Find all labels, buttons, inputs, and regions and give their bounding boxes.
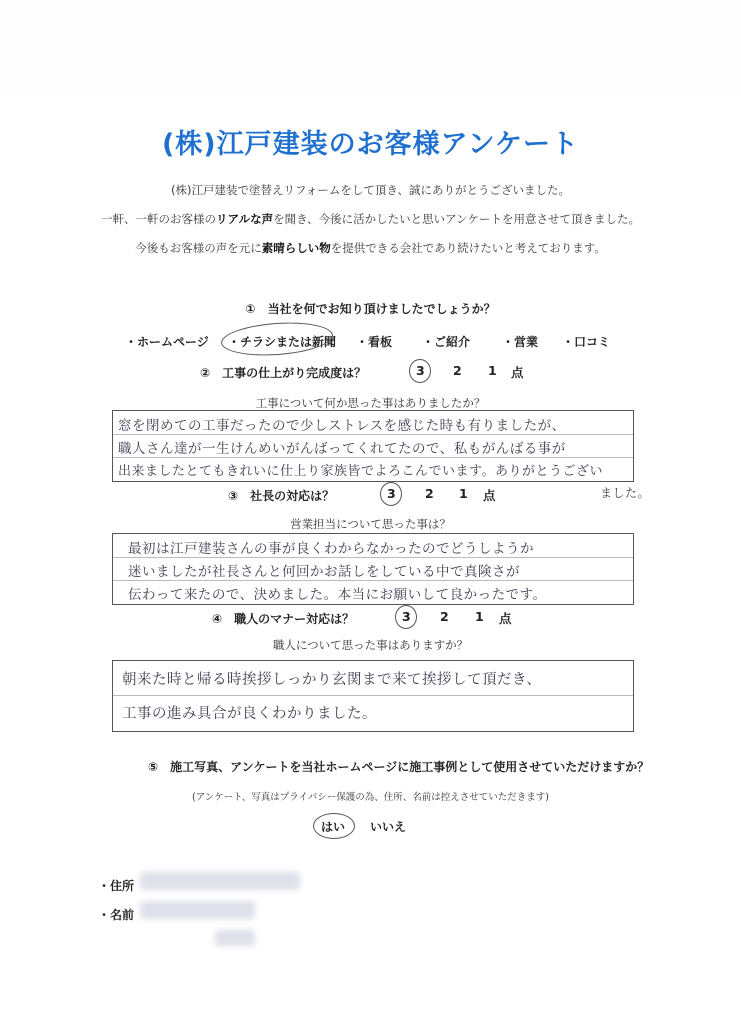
q2-rating-3: 3 <box>416 363 425 378</box>
q1-option-signboard: ・看板 <box>356 335 393 349</box>
q5-note: (アンケート、写真はプライバシー保護の為、住所、名前は控えさせていただきます) <box>191 792 549 803</box>
q3-rating-3: 3 <box>387 486 396 501</box>
q1-option-sales: ・営業 <box>502 335 539 349</box>
q2-comment-label: 工事について何か思った事はありましたか？ <box>255 396 486 410</box>
q2-selected-circle <box>409 359 431 383</box>
q4-comment-line-1: 朝来た時と帰る時挨拶しっかり玄関まで来て挨拶して頂だき、 <box>122 672 542 688</box>
q3-rating-1: 1 <box>459 486 468 501</box>
intro-line-1: (株)江戸建装で塗替えリフォームをして頂き、誠にありがとうございました。 <box>171 183 570 197</box>
q5-option-no: いいえ <box>370 820 407 834</box>
q3-rating-unit: 点 <box>483 488 496 503</box>
q1-option-flyer: ・チラシまたは新聞 <box>228 335 337 349</box>
q2-rating-unit: 点 <box>511 365 524 380</box>
q2-comment-line-2: 職人さん達が一生けんめいがんばってくれてたので、私もがんばる事が <box>118 441 566 457</box>
name-redacted <box>140 901 255 919</box>
q2-rating-2: 2 <box>453 363 462 378</box>
question-1-label: ① 当社を何でお知り頂けましたでしょうか？ <box>245 302 496 316</box>
q4-rating-unit: 点 <box>499 611 512 626</box>
question-2-label: ② 工事の仕上がり完成度は？ <box>200 366 367 380</box>
intro-line-3: 今後もお客様の声を元に素晴らしい物を提供できる会社であり続けたいと考えております。 <box>135 241 606 255</box>
q3-comment-label: 営業担当について思った事は？ <box>290 517 451 531</box>
q3-rating-2: 2 <box>425 486 434 501</box>
name-redacted-2 <box>215 930 255 946</box>
q4-comment-line-2: 工事の進み具合が良くわかりました。 <box>122 706 377 722</box>
q1-option-homepage: ・ホームページ <box>125 335 209 349</box>
question-3-label: ③ 社長の対応は？ <box>228 489 335 503</box>
q4-comment-label: 職人について思った事はありますか？ <box>272 638 469 652</box>
address-label: ・住所 <box>98 879 135 893</box>
intro-line-2: 一軒、一軒のお客様のリアルな声を聞き、今後に活かしたいと思いアンケートを用意させて頂きました。 <box>101 212 640 226</box>
q3-selected-circle <box>380 482 402 506</box>
q2-comment-line-1: 窓を閉めての工事だったので少しストレスを感じた時も有りましたが、 <box>118 418 566 434</box>
top-margin <box>0 0 741 96</box>
page-title: (株)江戸建装のお客様アンケート <box>161 129 580 160</box>
q1-selected-circle <box>220 319 337 359</box>
q5-selected-circle <box>313 813 355 839</box>
q1-option-referral: ・ご紹介 <box>422 335 471 349</box>
q1-option-word-of-mouth: ・口コミ <box>562 335 611 349</box>
q2-rating-1: 1 <box>488 363 497 378</box>
q4-rating-2: 2 <box>440 609 449 624</box>
q4-rating-3: 3 <box>402 609 411 624</box>
q3-comment-line-3: 伝わって来たので、決めました。本当にお願いして良かったです。 <box>128 587 547 603</box>
q3-comment-line-2: 迷いましたが社長さんと何回かお話しをしている中で真険さが <box>128 564 520 580</box>
question-4-label: ④ 職人のマナー対応は？ <box>212 612 355 626</box>
address-redacted <box>140 872 300 890</box>
name-label: ・名前 <box>98 908 135 922</box>
q3-comment-line-1: 最初は江戸建装さんの事が良くわからなかったのでどうしようか <box>128 541 534 557</box>
q5-option-yes: はい <box>321 820 346 834</box>
q2-comment-line-3: 出来ましたとてもきれいに仕上り家族皆でよろこんでいます。ありがとうござい <box>118 464 603 479</box>
q4-selected-circle <box>395 605 417 629</box>
q4-rating-1: 1 <box>475 609 484 624</box>
question-5-label: ⑤ 施工写真、アンケートを当社ホームページに施工事例として使用させていただけますか？ <box>148 760 650 774</box>
q2-comment-tail: ました。 <box>600 486 651 500</box>
